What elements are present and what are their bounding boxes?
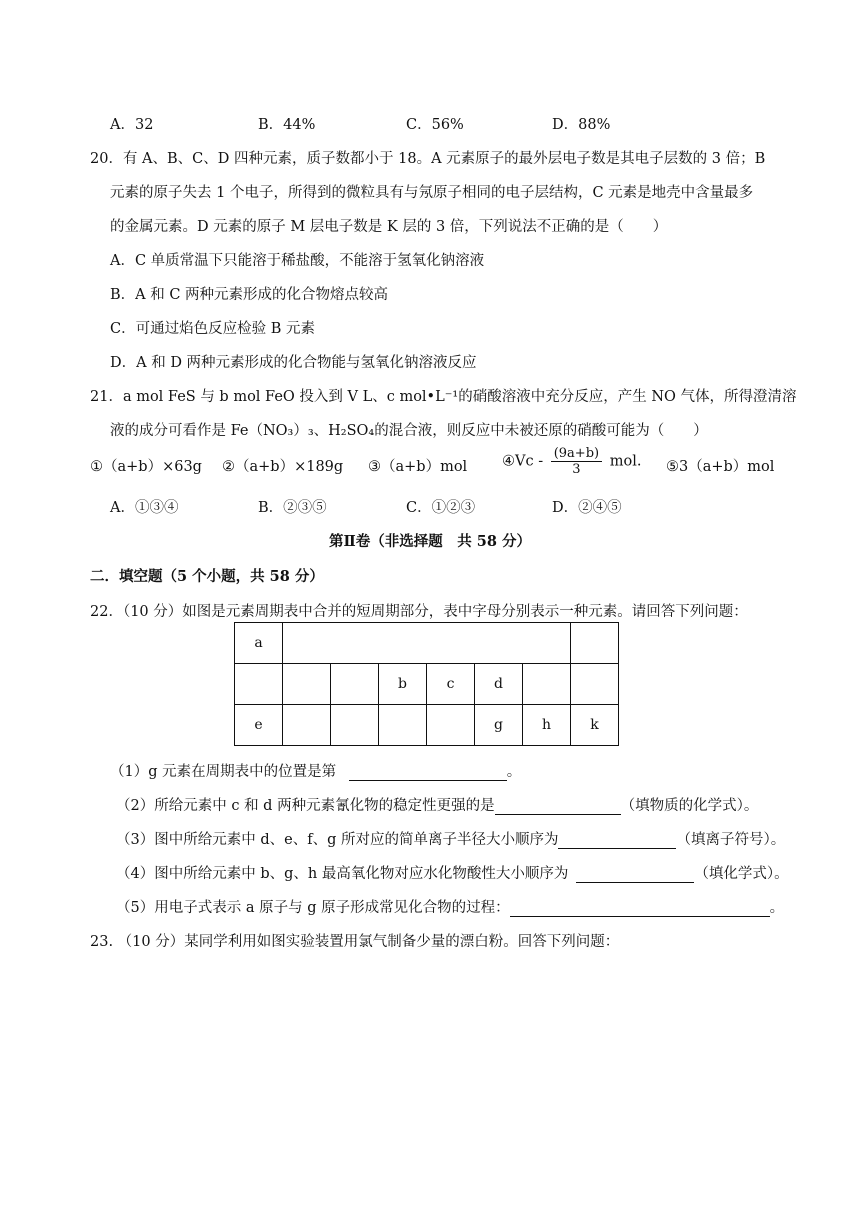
periodic-cell-g: g [475, 705, 523, 746]
periodic-table-row-2 [235, 664, 619, 705]
periodic-cell-gap [283, 623, 571, 664]
q20-stem-line2: 元素的原子失去 1 个电子，所得到的微粒具有与氖原子相同的电子层结构，C 元素是地壳中含量最多 [110, 185, 754, 201]
q22-sub3-text: （3）图中所给元素中 d、e、f、g 所对应的简单离子半径大小顺序为 [116, 832, 559, 848]
periodic-cell [283, 705, 331, 746]
periodic-cell [331, 705, 379, 746]
part2-title: 第Ⅱ卷（非选择题 共 58 分） [329, 533, 531, 550]
periodic-cell [571, 623, 619, 664]
q22-sub5-blank[interactable] [510, 901, 770, 917]
q19-option-a: A．32 [110, 117, 154, 133]
q21-choice-1: ①（a+b）×63g [90, 459, 202, 475]
q20-option-c: C．可通过焰色反应检验 B 元素 [110, 321, 315, 337]
periodic-cell [331, 664, 379, 705]
q22-sub4 [116, 862, 789, 883]
periodic-cell [571, 664, 619, 705]
q22-sub4-end: （填化学式）。 [694, 866, 789, 882]
q21-choice-5: ⑤3（a+b）mol [666, 459, 775, 475]
q21-fraction-denominator: 3 [572, 462, 581, 477]
q22-sub1-end: 。 [506, 764, 522, 780]
q22-intro: 22．（10 分）如图是元素周期表中合并的短周期部分，表中字母分别表示一种元素。请回答下列问题： [90, 604, 748, 620]
periodic-cell-d: d [475, 664, 523, 705]
q22-sub2-end: （填物质的化学式）。 [620, 798, 759, 814]
periodic-cell-b: b [379, 664, 427, 705]
periodic-cell-k: k [571, 705, 619, 746]
periodic-cell [523, 664, 571, 705]
periodic-cell-c: c [427, 664, 475, 705]
q22-sub5-text: （5）用电子式表示 a 原子与 g 原子形成常见化合物的过程： [116, 900, 510, 916]
q22-sub3 [116, 828, 785, 849]
q21-choice-3: ③（a+b）mol [368, 459, 468, 475]
periodic-cell [427, 705, 475, 746]
q22-sub3-blank[interactable] [558, 833, 676, 849]
periodic-table-row-3 [235, 705, 619, 746]
periodic-cell-e: e [235, 705, 283, 746]
q21-option-c: C．①②③ [406, 500, 476, 516]
q21-choice-4-suffix: mol. [609, 453, 642, 470]
q20-option-b: B．A 和 C 两种元素形成的化合物熔点较高 [110, 287, 389, 303]
q22-sub3-end: （填离子符号）。 [676, 832, 786, 848]
q21-fraction-numerator: (9a+b) [551, 446, 602, 462]
q23-stem: 23. （10 分）某同学利用如图实验装置用氯气制备少量的漂白粉。回答下列问题： [90, 934, 620, 950]
periodic-cell-h: h [523, 705, 571, 746]
periodic-cell-a: a [235, 623, 283, 664]
section-title: 二．填空题（5 个小题，共 58 分） [90, 568, 324, 585]
periodic-table [234, 622, 619, 746]
q21-choice-4-prefix: ④Vc - [502, 453, 544, 470]
q22-sub4-text: （4）图中所给元素中 b、g、h 最高氧化物对应水化物酸性大小顺序为 [116, 866, 569, 882]
q22-sub5-end: 。 [769, 900, 785, 916]
periodic-cell [283, 664, 331, 705]
q22-sub1 [110, 760, 521, 781]
q22-sub4-blank[interactable] [576, 867, 694, 883]
q21-choice-4 [502, 446, 641, 477]
q19-option-b: B．44% [258, 117, 316, 133]
q20-stem-line3: 的金属元素。D 元素的原子 M 层电子数是 K 层的 3 倍，下列说法不正确的是（ ） [110, 219, 668, 235]
q21-option-d: D．②④⑤ [552, 500, 622, 516]
q20-option-d: D．A 和 D 两种元素形成的化合物能与氢氧化钠溶液反应 [110, 355, 477, 371]
q22-sub5 [116, 896, 784, 917]
q20-stem-line1: 20．有 A、B、C、D 四种元素，质子数都小于 18。A 元素原子的最外层电子数是其电子层数的 3 倍；B [90, 151, 766, 167]
q21-choice-2: ②（a+b）×189g [222, 459, 344, 475]
periodic-table-row-1 [235, 623, 619, 664]
q22-sub1-text: （1）g 元素在周期表中的位置是第 [110, 764, 337, 780]
q19-option-d: D．88% [552, 117, 611, 133]
q22-sub1-blank[interactable] [349, 765, 507, 781]
q22-sub2 [116, 794, 758, 815]
q21-option-a: A．①③④ [110, 500, 179, 516]
q21-stem-line2: 液的成分可看作是 Fe（NO₃）₃、H₂SO₄的混合液，则反应中未被还原的硝酸可能为（ ） [110, 423, 708, 439]
periodic-cell [235, 664, 283, 705]
q20-option-a: A．C 单质常温下只能溶于稀盐酸，不能溶于氢氧化钠溶液 [110, 253, 485, 269]
q21-option-b: B．②③⑤ [258, 500, 327, 516]
q19-option-c: C．56% [406, 117, 464, 133]
q21-fraction [551, 446, 602, 477]
q22-sub2-blank[interactable] [495, 799, 621, 815]
q22-sub2-text: （2）所给元素中 c 和 d 两种元素氰化物的稳定性更强的是 [116, 798, 495, 814]
q21-stem-line1: 21．a mol FeS 与 b mol FeO 投入到 V L、c mol•L⁻¹的硝酸溶液中充分反应，产生 NO 气体，所得澄清溶 [90, 389, 797, 405]
periodic-cell [379, 705, 427, 746]
